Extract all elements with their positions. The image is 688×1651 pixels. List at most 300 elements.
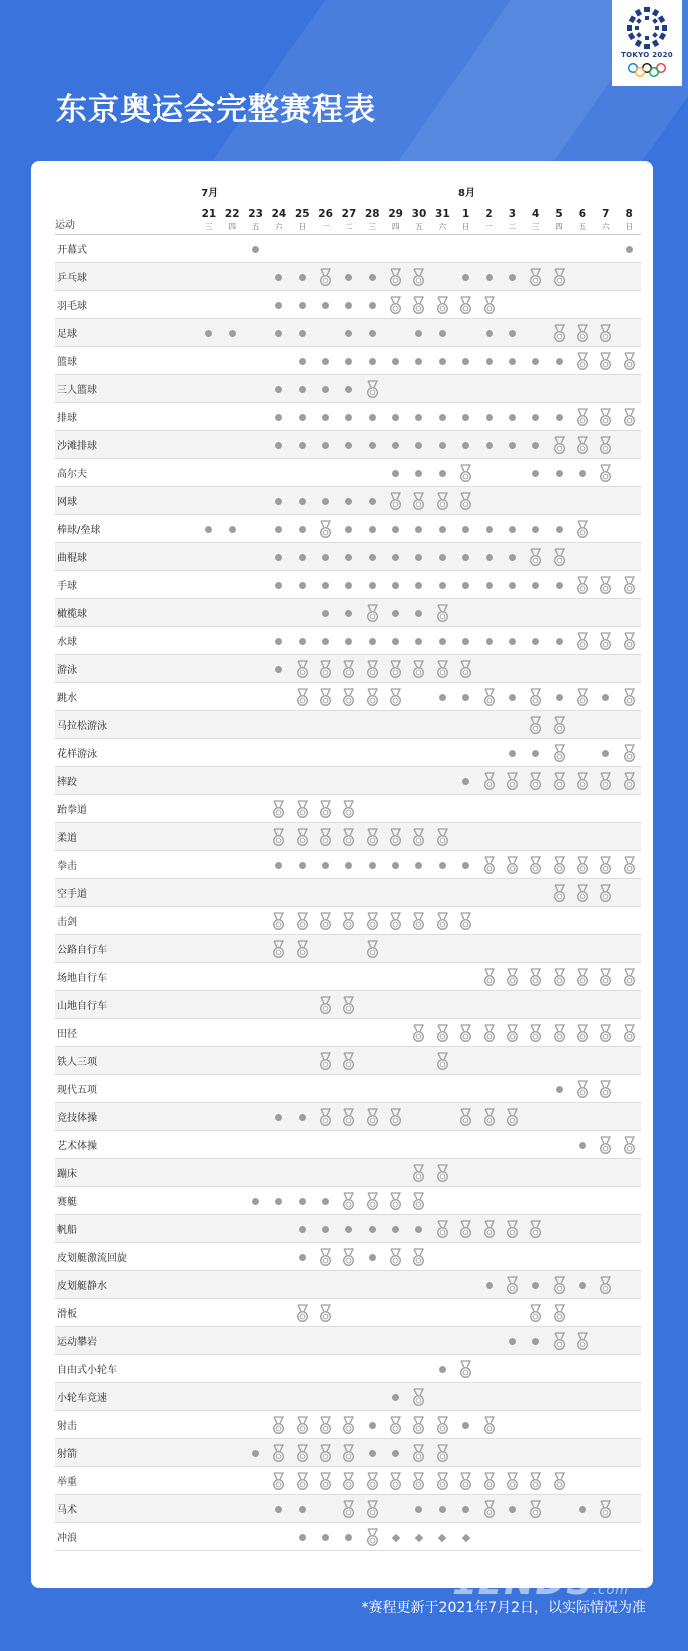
competition-dot-icon [322,498,329,505]
schedule-cell [594,1383,617,1411]
schedule-cell [384,1047,407,1075]
schedule-cell [384,935,407,963]
sport-name: 滑板 [55,1299,197,1327]
schedule-cell [524,571,547,599]
competition-dot-icon [369,554,376,561]
medal-icon [553,716,566,735]
schedule-cell [244,291,267,319]
medal-icon [296,1472,309,1491]
medal-icon [483,1024,496,1043]
schedule-cell [267,291,290,319]
schedule-cell [197,851,220,879]
medal-icon [576,884,589,903]
schedule-cell [501,487,524,515]
schedule-cell [197,319,220,347]
competition-dot-icon [415,358,422,365]
schedule-cell [524,1187,547,1215]
schedule-cell [314,795,337,823]
schedule-cell [314,963,337,991]
medal-icon [389,1472,402,1491]
weekday-label: 二 [345,222,353,231]
competition-dot-icon [299,1114,306,1121]
schedule-cell [384,851,407,879]
schedule-cell [431,879,454,907]
medal-icon [553,268,566,287]
schedule-cell [477,767,500,795]
diamond-icon [461,1533,469,1541]
schedule-cell [407,431,430,459]
schedule-cell [314,1131,337,1159]
schedule-cell [267,1523,290,1551]
schedule-cell [431,1243,454,1271]
medal-icon [412,1192,425,1211]
sport-row [55,767,641,795]
sport-row [55,459,641,487]
medal-icon [506,772,519,791]
schedule-cell [547,1523,570,1551]
schedule-cell [337,1075,360,1103]
competition-dot-icon [345,862,352,869]
schedule-cell [501,1327,524,1355]
medal-icon [342,1052,355,1071]
schedule-cell [291,1495,314,1523]
schedule-cell [501,1075,524,1103]
competition-dot-icon [556,358,563,365]
schedule-cell [197,1495,220,1523]
schedule-card [31,161,653,1588]
schedule-cell [197,543,220,571]
medal-icon [483,772,496,791]
schedule-cell [617,1047,641,1075]
sport-row [55,487,641,515]
schedule-cell [291,1327,314,1355]
medal-icon [436,828,449,847]
schedule-cell [291,907,314,935]
schedule-cell [571,907,594,935]
schedule-cell [524,767,547,795]
schedule-cell [244,655,267,683]
schedule-cell [291,459,314,487]
sport-row [55,291,641,319]
schedule-cell [454,263,477,291]
medal-icon [319,688,332,707]
schedule-cell [594,879,617,907]
schedule-cell [221,291,244,319]
schedule-cell [594,711,617,739]
competition-dot-icon [322,554,329,561]
competition-dot-icon [299,442,306,449]
sport-row [55,1439,641,1467]
schedule-cell [337,1159,360,1187]
month-row [55,179,641,199]
schedule-cell [594,235,617,263]
schedule-cell [571,879,594,907]
competition-dot-icon [532,414,539,421]
schedule-cell [221,1047,244,1075]
schedule-cell [524,963,547,991]
schedule-cell [547,375,570,403]
schedule-cell [221,963,244,991]
schedule-cell [524,1439,547,1467]
schedule-cell [477,1019,500,1047]
schedule-cell [314,823,337,851]
competition-dot-icon [369,582,376,589]
sport-row [55,599,641,627]
sport-row [55,1187,641,1215]
competition-dot-icon [275,862,282,869]
schedule-cell [524,403,547,431]
schedule-cell [454,319,477,347]
schedule-cell [337,627,360,655]
schedule-cell [454,711,477,739]
schedule-cell [407,571,430,599]
medal-icon [412,268,425,287]
date-number: 30 [411,208,427,220]
schedule-cell [407,963,430,991]
competition-dot-icon [486,414,493,421]
competition-dot-icon [392,638,399,645]
medal-icon [319,912,332,931]
schedule-cell [477,515,500,543]
medal-icon [553,968,566,987]
schedule-cell [477,963,500,991]
schedule-cell [244,1131,267,1159]
competition-dot-icon [392,582,399,589]
sport-name: 山地自行车 [55,991,197,1019]
schedule-cell [594,683,617,711]
schedule-cell [501,1355,524,1383]
schedule-cell [594,543,617,571]
schedule-cell [524,487,547,515]
schedule-cell [547,1159,570,1187]
schedule-cell [501,823,524,851]
schedule-cell [501,1159,524,1187]
sport-name: 高尔夫 [55,459,197,487]
schedule-cell [547,403,570,431]
sport-row [55,235,641,263]
schedule-cell [244,627,267,655]
schedule-cell [221,1271,244,1299]
medal-icon [599,324,612,343]
sport-name: 柔道 [55,823,197,851]
schedule-cell [501,1299,524,1327]
schedule-cell [314,879,337,907]
schedule-cell [407,1047,430,1075]
schedule-cell [431,571,454,599]
medal-icon [459,1472,472,1491]
schedule-cell [221,879,244,907]
weekday-label: 日 [461,222,470,231]
schedule-cell [547,879,570,907]
competition-dot-icon [532,526,539,533]
competition-dot-icon [252,1198,259,1205]
schedule-cell [547,1271,570,1299]
schedule-cell [571,795,594,823]
schedule-cell [267,795,290,823]
schedule-cell [431,1299,454,1327]
date-header [361,199,384,235]
schedule-cell [291,599,314,627]
schedule-cell [407,1103,430,1131]
sport-row [55,683,641,711]
schedule-cell [221,1383,244,1411]
schedule-cell [524,935,547,963]
schedule-cell [617,431,641,459]
schedule-cell [244,1103,267,1131]
schedule-cell [221,739,244,767]
schedule-cell [431,935,454,963]
schedule-cell [361,1411,384,1439]
competition-dot-icon [345,498,352,505]
sport-name: 射箭 [55,1439,197,1467]
sport-row [55,879,641,907]
schedule-cell [361,1243,384,1271]
competition-dot-icon [322,638,329,645]
schedule-cell [337,1439,360,1467]
schedule-cell [407,851,430,879]
schedule-cell [547,991,570,1019]
schedule-cell [221,1187,244,1215]
medal-icon [553,744,566,763]
competition-dot-icon [415,526,422,533]
competition-dot-icon [486,582,493,589]
schedule-cell [384,711,407,739]
schedule-cell [431,459,454,487]
schedule-cell [617,711,641,739]
weekday-label: 四 [555,222,563,231]
competition-dot-icon [322,442,329,449]
schedule-cell [594,739,617,767]
competition-dot-icon [322,1534,329,1541]
schedule-cell [361,1159,384,1187]
medal-icon [623,744,636,763]
medal-icon [412,1416,425,1435]
medal-icon [483,1500,496,1519]
schedule-cell [384,291,407,319]
competition-dot-icon [322,1198,329,1205]
schedule-cell [407,1467,430,1495]
sport-name: 皮划艇静水 [55,1271,197,1299]
schedule-cell [314,1327,337,1355]
schedule-cell [337,1243,360,1271]
schedule-cell [454,1103,477,1131]
schedule-cell [477,683,500,711]
schedule-cell [617,319,641,347]
sport-name: 蹦床 [55,1159,197,1187]
schedule-cell [524,431,547,459]
schedule-cell [314,1495,337,1523]
schedule-cell [384,1467,407,1495]
schedule-cell [547,319,570,347]
competition-dot-icon [299,330,306,337]
schedule-cell [431,795,454,823]
competition-dot-icon [299,386,306,393]
schedule-cell [314,739,337,767]
schedule-cell [617,1019,641,1047]
schedule-cell [361,1327,384,1355]
medal-icon [553,324,566,343]
schedule-cell [524,823,547,851]
schedule-cell [547,851,570,879]
sport-row [55,543,641,571]
schedule-cell [524,1243,547,1271]
schedule-cell [221,319,244,347]
competition-dot-icon [229,526,236,533]
schedule-cell [267,347,290,375]
schedule-cell [407,599,430,627]
schedule-cell [524,1159,547,1187]
schedule-cell [361,823,384,851]
sport-name: 击剑 [55,907,197,935]
competition-dot-icon [322,582,329,589]
schedule-cell [431,263,454,291]
medal-icon [599,352,612,371]
date-number: 8 [625,208,633,220]
competition-dot-icon [462,778,469,785]
competition-dot-icon [415,554,422,561]
sport-name: 摔跤 [55,767,197,795]
schedule-cell [361,263,384,291]
schedule-cell [267,403,290,431]
schedule-cell [454,739,477,767]
schedule-cell [291,543,314,571]
competition-dot-icon [369,274,376,281]
schedule-cell [594,1047,617,1075]
schedule-cell [384,1187,407,1215]
schedule-cell [594,263,617,291]
schedule-cell [407,1299,430,1327]
schedule-cell [337,599,360,627]
schedule-cell [454,1019,477,1047]
schedule-cell [244,935,267,963]
medal-icon [366,1500,379,1519]
medal-icon [272,1444,285,1463]
competition-dot-icon [299,1534,306,1541]
schedule-cell [361,515,384,543]
competition-dot-icon [345,1226,352,1233]
schedule-cell [407,1075,430,1103]
schedule-cell [337,1019,360,1047]
date-number: 21 [201,208,217,220]
schedule-cell [454,767,477,795]
medal-icon [506,1024,519,1043]
schedule-cell [407,515,430,543]
schedule-cell [361,1439,384,1467]
competition-dot-icon [252,246,259,253]
competition-dot-icon [275,1198,282,1205]
competition-dot-icon [486,358,493,365]
medal-icon [412,660,425,679]
medal-icon [553,884,566,903]
schedule-cell [547,935,570,963]
schedule-cell [617,1355,641,1383]
schedule-cell [454,487,477,515]
schedule-cell [384,543,407,571]
schedule-cell [337,459,360,487]
schedule-cell [454,1299,477,1327]
schedule-cell [454,655,477,683]
medal-icon [412,492,425,511]
schedule-cell [197,1411,220,1439]
schedule-cell [407,543,430,571]
schedule-cell [524,1355,547,1383]
date-header [431,199,454,235]
medal-icon [319,1108,332,1127]
sport-row [55,263,641,291]
schedule-cell [617,347,641,375]
schedule-cell [291,1467,314,1495]
schedule-cell [477,1103,500,1131]
schedule-cell [267,1019,290,1047]
schedule-cell [477,1243,500,1271]
sport-name: 帆船 [55,1215,197,1243]
schedule-cell [267,1131,290,1159]
schedule-cell [524,739,547,767]
competition-dot-icon [509,330,516,337]
schedule-cell [361,879,384,907]
medal-icon [412,1472,425,1491]
schedule-cell [594,1523,617,1551]
weekday-label: 三 [531,222,540,231]
medal-icon [389,1248,402,1267]
schedule-cell [337,963,360,991]
competition-dot-icon [369,330,376,337]
medal-icon [296,1416,309,1435]
schedule-cell [291,823,314,851]
schedule-cell [314,487,337,515]
schedule-cell [477,1075,500,1103]
schedule-cell [501,235,524,263]
schedule-cell [291,1075,314,1103]
competition-dot-icon [415,1226,422,1233]
competition-dot-icon [509,1506,516,1513]
schedule-cell [454,571,477,599]
schedule-cell [197,1439,220,1467]
competition-dot-icon [509,414,516,421]
schedule-cell [197,291,220,319]
medal-icon [412,828,425,847]
schedule-cell [594,1411,617,1439]
competition-dot-icon [369,862,376,869]
schedule-cell [337,1103,360,1131]
schedule-cell [244,795,267,823]
schedule-cell [314,1019,337,1047]
schedule-cell [291,1187,314,1215]
medal-icon [296,1444,309,1463]
schedule-cell [501,1495,524,1523]
schedule-cell [267,319,290,347]
schedule-cell [571,403,594,431]
schedule-cell [291,1383,314,1411]
schedule-cell [594,487,617,515]
schedule-cell [617,1383,641,1411]
month-july: 7月 [201,188,219,199]
competition-dot-icon [275,666,282,673]
sport-name: 篮球 [55,347,197,375]
schedule-cell [407,263,430,291]
competition-dot-icon [439,638,446,645]
medal-icon [623,632,636,651]
medal-icon [436,1164,449,1183]
medal-icon [553,856,566,875]
medal-icon [389,828,402,847]
schedule-cell [477,487,500,515]
schedule-cell [291,991,314,1019]
sport-name: 乒乓球 [55,263,197,291]
medal-icon [412,912,425,931]
schedule-cell [594,599,617,627]
schedule-cell [477,347,500,375]
